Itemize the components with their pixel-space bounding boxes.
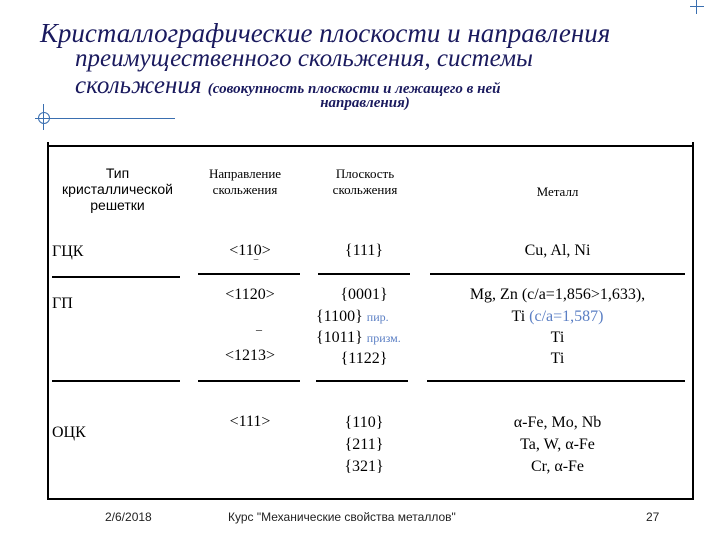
row-hcp-metal-2-main: Ti [511, 308, 530, 325]
row-hcp-plane-3 [316, 329, 401, 347]
row-bcc-direction: <111> [229, 413, 271, 430]
header-direction [195, 166, 295, 198]
row-hcp-plane-3-note: призм. [366, 331, 401, 345]
row-bcc-metal-1: α-Fe, Mo, Nb [513, 414, 602, 431]
row-separator [52, 380, 180, 382]
row-hcp-plane-1: {0001} [340, 286, 388, 303]
row-hcp-metal-4: Ti [550, 350, 565, 367]
header-lattice-line1: Тип [105, 165, 130, 181]
row-bcc-plane-3: {321} [344, 458, 384, 475]
slide-title-line3-main: скольжения [75, 72, 202, 99]
row-bcc-metal-3: Cr, α-Fe [530, 458, 585, 475]
row-hcp-direction-1: <1120> [225, 286, 275, 303]
slide-title-line2: преимущественного скольжения, системы [75, 45, 533, 72]
decorative-vertical-line [43, 104, 44, 130]
row-hcp-direction-2: <1213> [224, 347, 276, 364]
header-plane-line2: скольжения [332, 182, 398, 197]
header-plane-line1: Плоскость [335, 166, 395, 181]
row-hcp-metal-3: Ti [550, 329, 565, 346]
row-separator [427, 380, 685, 382]
corner-mark [690, 0, 704, 14]
row-hcp-plane-3-value: {1011} [316, 329, 363, 346]
header-lattice-line3: решетки [90, 197, 145, 213]
header-direction-line2: скольжения [212, 182, 278, 197]
row-hcp-plane-2-value: {1100} [316, 308, 363, 325]
row-hcp-metal-2-ratio: (c/a=1,587) [529, 308, 604, 325]
row-hcp-lattice: ГП [52, 295, 73, 312]
row-fcc-plane: {111} [344, 242, 384, 259]
overbar-mark: _ [256, 318, 262, 332]
header-metal: Металл [536, 184, 579, 199]
row-bcc-plane-1: {110} [344, 414, 384, 431]
row-separator [430, 273, 685, 275]
table-frame-tick-left [47, 142, 49, 148]
row-hcp-plane-4: {1122} [340, 350, 388, 367]
row-hcp-plane-2 [316, 308, 389, 326]
row-hcp-metal-2 [430, 308, 685, 326]
row-hcp-plane-2-note: пир. [366, 310, 389, 324]
decorative-line [35, 118, 175, 119]
table-frame-tick-right [692, 142, 694, 182]
row-fcc-direction: <110> [229, 242, 271, 259]
slide-title-line4: направления) [320, 95, 410, 111]
slide-title-line3-sub: (совокупность плоскости и лежащего в ней [207, 81, 501, 97]
row-separator [198, 273, 300, 275]
header-lattice-line2: кристаллической [62, 181, 173, 197]
row-separator [198, 380, 300, 382]
footer-course: Курс "Механические свойства металлов" [228, 510, 456, 524]
slide-title-line1: Кристаллографические плоскости и направления [40, 18, 611, 48]
row-separator [52, 276, 180, 278]
footer-page-number: 27 [646, 510, 660, 524]
row-separator [318, 273, 410, 275]
overbar-mark: ‾ [254, 258, 258, 272]
decorative-circle-icon [38, 112, 50, 124]
header-plane [315, 166, 415, 198]
row-bcc-plane-2: {211} [344, 436, 384, 453]
footer-date: 2/6/2018 [105, 510, 152, 524]
row-fcc-metal: Cu, Al, Ni [524, 242, 591, 259]
header-direction-line1: Направление [208, 166, 282, 181]
row-fcc-lattice: ГЦК [52, 243, 84, 260]
header-lattice [50, 165, 185, 213]
row-bcc-metal-2: Ta, W, α-Fe [520, 436, 595, 453]
row-bcc-lattice: ОЦК [52, 424, 86, 441]
row-separator [316, 380, 408, 382]
row-hcp-metal-1: Mg, Zn (c/a=1,856>1,633), [469, 286, 646, 303]
